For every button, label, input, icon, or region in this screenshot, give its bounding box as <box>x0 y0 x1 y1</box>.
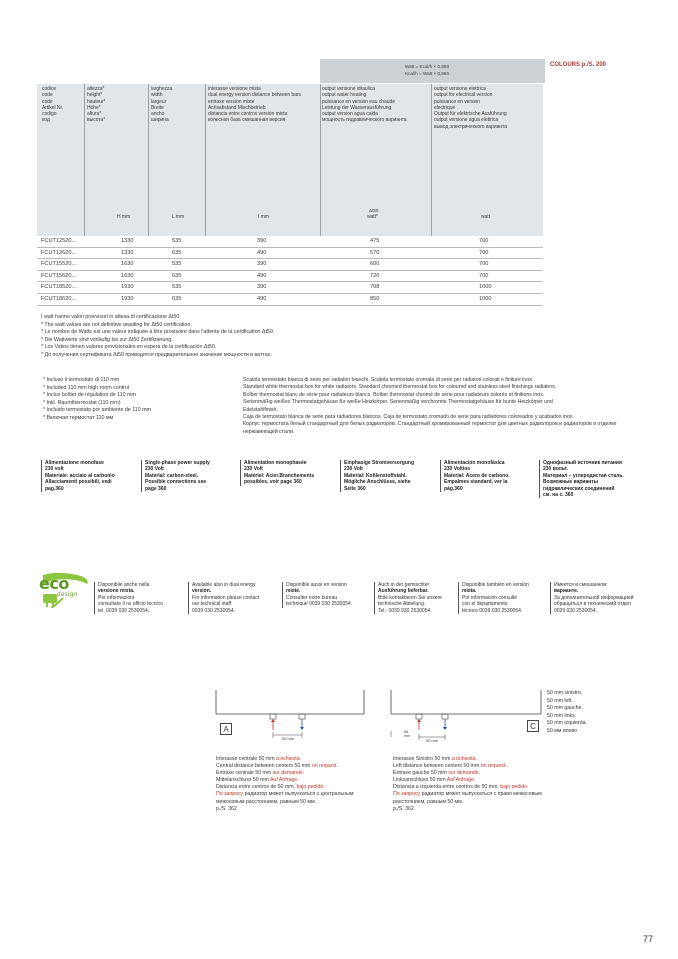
design-word: design <box>57 592 78 598</box>
unit-interaxis: I mm <box>258 214 269 220</box>
radiator-bottom-left-diagram <box>390 690 542 748</box>
diagram-c-label: C <box>527 720 539 732</box>
table-row: FCUT15520... 1630 535 390 600 700 <box>37 259 543 271</box>
col-divider <box>205 84 206 236</box>
unit-electric: watt <box>481 214 490 220</box>
col-divider <box>320 84 321 236</box>
diagram-a-text: Interasse centrale 50 mm a richiesta. Central distance between centers 50 mm on request. Entraxe centrale 50 mm sur demande. Mittelanschluss 50 mm Auf Anfrage. Distancia entre centros de 50 mm, bajo pedido. По запросу радиатор может выпускаться с центральным межосевым расстоянием, равным 50 мм. p./S. 362 <box>216 756 354 812</box>
table-row: FCUT12620... 1330 635 490 570 700 <box>37 248 543 260</box>
thermostat-notes: * Incluso il termostato di 110 mm * Included 110 mm high room control * Inclus boîtier de régulation de 110 mm * Inkl. Raumthermostat (110 mm) * Incluido termostato por ambiente de 110 mm * Включая термостат 110 мм <box>43 377 151 421</box>
header-electric-output: output versione elettrica output for electrical version puissance en version electrique Output für elektrische Ausführung output versione agua elettrica вывод электрического варианта <box>434 86 507 130</box>
unit-width: L mm <box>172 214 185 220</box>
eco-design-logo <box>37 572 93 608</box>
col-divider <box>431 84 432 236</box>
conversion-line-1: Watt = Kcal/h × 0,860 <box>405 64 450 69</box>
header-code: codice code code Artikel Nr. codigo код <box>42 86 64 124</box>
eco-info-es: Disponible también en versión mixta. Por información consulte con el departamento técnico 0039 030 2530054. <box>458 582 529 614</box>
power-supply-es: Alimentación monofásica 230 Voltios Material: Acero de carbono. Empalmes standard, ver la pág.360 <box>440 460 535 492</box>
page-number: 77 <box>643 934 654 944</box>
header-height: altezza* height* hauteur* Höhe* altura* высота* <box>87 86 106 124</box>
table-row: FCUT18620... 1930 635 490 850 1000 <box>37 294 543 306</box>
diagram-c-dimension-right: 50 mm <box>426 738 439 743</box>
col-divider <box>84 84 85 236</box>
eco-info-de: Auch in der gemischter Ausführung lieferbar. Bitte kontaktieren Sie unsere technische Abteilung. Tel.: 0039 030 2530054. <box>374 582 442 614</box>
diagram-a-dimension: 50 mm <box>282 736 295 741</box>
connection-diagram-c <box>390 690 542 748</box>
header-water-output: output versione idraulica output water heating puissance en version eau chaude Leistung der Wasserausführung output version agua calda мощность гидравлического варианта <box>322 86 407 124</box>
eco-info-fr: Disponible aussi en version mixte. Consulter notre bureau technique 0039 030 2530054. <box>282 582 352 608</box>
eco-info-it: Disponibile anche nella versione mista. Per informazioni consultare il ns ufficio tecnico tel. 0039 030 2530054. <box>94 582 163 614</box>
table-row: FCUT12520... 1330 535 390 475 700 <box>37 236 543 248</box>
unit-water-dt: Δt50 <box>369 208 379 213</box>
conversion-line-2: Kcal/h = Watt × 0,860 <box>405 71 450 76</box>
diagram-a-label: A <box>220 723 232 735</box>
power-supply-ru: Однофазный источник питания 230 вольт. Материал – углеродистая сталь. Возможные варианты гидравлических соединений см. на с. 360 <box>539 460 639 498</box>
col-divider <box>148 84 149 236</box>
diagram-c-side-note: 50 mm sinistro. 50 mm left. 50 mm gauche. 50 mm links. 50 mm izquierda. 50 мм влево <box>547 690 587 734</box>
power-supply-de: Einphasige Stromversorgung 230 Volt Material: Kohlenstoffstahl. Mögliche Anschlüsse, siehe Seite 360 <box>340 460 435 492</box>
diagram-c-text: Interasse Sinistro 50 mm a richiesta. Left distance between centers 50 mm on request. Entraxe gauche 50 mm sur demande. Linksanschluss 50 mm Auf Anfrage. Distancia a izquierda entre centros de 50 mm, bajo pedido. По запросу радиатор может выпускаться с право межосевым расстоянием, равным 50 мм. p./S. 362 <box>393 756 542 812</box>
header-interaxis: interasse versione mista dual energy version distance between bars entraxe version mixte Achsabstand Mischbetrieb distancia entre centros versión mixta колесная база смешанная версия <box>208 86 302 124</box>
footnotes: I watt hanno valori provvisori in attesa di certificazione Δt50. * The watt values are not definitive awaiting for Δt50 certification. * Le nombre de Watts est une valeur indiquée à titre provisoire dans l'attente de la certification Δt50. * Die Wattwerte sind vorläufig bis zur Δt50 Zertifizierung. * Los Vatios tienen valores provisionales en espera de la certificación Δt50. * До получения сертификата Δt50 приводятся предварительное значение мощности в ваттах. <box>41 314 275 358</box>
diagram-c-dimension-left: 58 mm <box>404 730 410 738</box>
power-supply-it: Alimentazione monofase 230 volt Materiale: acciaio al carbonio Allacciamenti possibili, vedi pag.360 <box>41 460 136 492</box>
header-width: larghezza width largeur Breite ancho ширина <box>151 86 173 124</box>
table-row: FCUT15620... 1630 635 490 720 700 <box>37 271 543 283</box>
eco-info-en: Available also in dual energy version. For information please contact our technical staff 0039 030 2530054. <box>188 582 259 614</box>
unit-height: H mm <box>117 214 131 220</box>
table-row: FCUT18520... 1930 535 390 708 1000 <box>37 282 543 294</box>
colours-reference[interactable]: COLOURS p./S. 200 <box>550 62 607 68</box>
eco-word: eco <box>39 574 69 593</box>
unit-water: watt* <box>367 214 378 220</box>
power-supply-fr: Alimentation monophasée 230 Volt Matériel: Acier.Branchements possibles, voir page 360 <box>240 460 335 486</box>
thermostat-description: Scatola termostato bianca di serie per radiatori bianchi. Scatola termostato cromata di serie per radiatori colorati e finiture inox. Standard white thermostat box for white radiators. Standard chromed thermostat box for coloured and stainless steel finishings radiators. Boîtier thermostat blanc de série pour radiateurs blancs. Boîtier thermostat chromé de série pour radiateurs colorés et finitions inox. Serienmäßig weißes Thermostatgehäuse für weiße Heizkörper. Serienmäßig verchromte Thermostatgehäuse für bunte Heizkörper und Edelstahlfinish. Caja de termostato blanca de serie para radiadores blancos. Caja de termostato cromado de serie para radiadores coloreados y acabados inox. Корпус термостата белый стандартный для белых радиаторов. Стандартный хромированный термостат для цветных радиаторов и радиаторов в отделке нержавеющей стали. <box>243 377 617 435</box>
connection-diagram-a <box>215 690 365 745</box>
eco-info-ru: Имеется в смешанном варианте. За дополнительной информацией обращаться в технический отдел 0039 030 2530054. <box>550 582 634 614</box>
power-supply-en: Single-phase power supply 230 Volt Material: carbon-steel. Possible connections see page 360 <box>141 460 236 492</box>
